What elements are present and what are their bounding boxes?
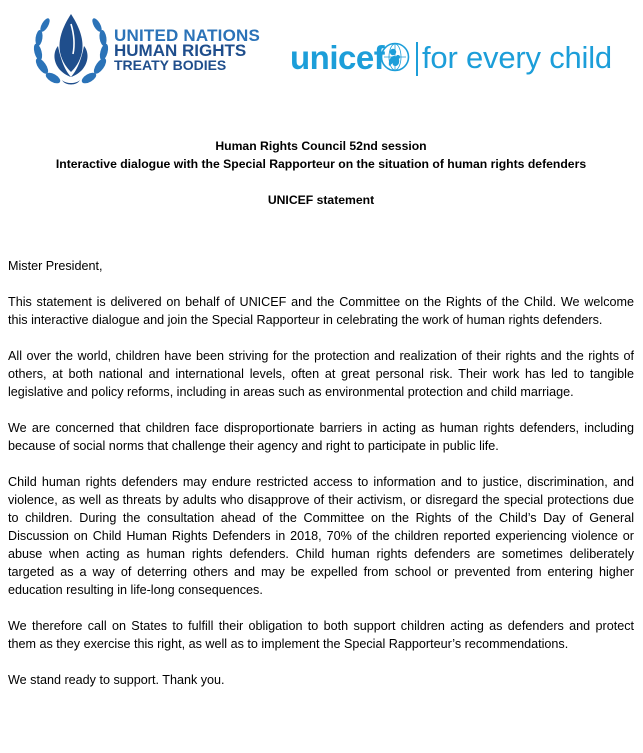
un-logo-line1: UNITED NATIONS xyxy=(114,26,261,45)
statement-document xyxy=(8,137,634,689)
un-logo-line2: HUMAN RIGHTS xyxy=(114,41,247,60)
unicef-wordmark: unicef xyxy=(290,39,385,76)
document-title xyxy=(8,137,634,173)
statement-label: UNICEF statement xyxy=(267,193,375,207)
closing-line: We stand ready to support. Thank you. xyxy=(8,673,225,687)
un-logo-line3: TREATY BODIES xyxy=(114,57,227,73)
dialogue-title: Interactive dialogue with the Special Rapporteur on the situation of human rights defenders xyxy=(55,157,587,171)
salutation: Mister President, xyxy=(8,259,103,273)
paragraph-barriers: We are concerned that children face disproportionate barriers in acting as human rights defenders, including because of social norms that challenge their agency and right to participate in public life. xyxy=(8,421,634,453)
document-header xyxy=(0,0,643,100)
paragraph-children-striving: All over the world, children have been striving for the protection and realization of their rights and the rights of others, at both national and international levels, often at great personal risk. Their work has led to tangible legislative and policy reforms, including in areas such as environmental protection and child marriage. xyxy=(8,349,634,399)
unicef-logo-divider xyxy=(416,42,418,76)
un-treaty-bodies-wordmark xyxy=(114,28,260,73)
unicef-mother-child-icon xyxy=(380,42,410,72)
un-human-rights-emblem-icon xyxy=(28,6,114,92)
paragraph-intro: This statement is delivered on behalf of UNICEF and the Committee on the Rights of the Child. We welcome this interactive dialogue and join the Special Rapporteur in celebrating the work of human rights defenders. xyxy=(8,295,634,327)
paragraph-threats: Child human rights defenders may endure restricted access to information and to justice, discrimination, and violence, as well as threats by adults who disapprove of their activism, or disregard the special protections due to children. During the consultation ahead of the Committee on the Rights of the Child’s Day of General Discussion on Child Human Rights Defenders in 2018, 70% of the children reported experiencing violence or abuse when acting as human rights defenders. Child human rights defenders are sometimes deliberately targeted as a way of deterring others and may be expelled from school or prevented from entering higher education resulting in life-long consequences. xyxy=(8,475,634,597)
paragraph-call-on-states: We therefore call on States to fulfill their obligation to both support children acting as defenders and protect them as they exercise this right, as well as to implement the Special Rapporteur’s recommendations. xyxy=(8,619,634,651)
session-title: Human Rights Council 52nd session xyxy=(215,139,427,153)
unicef-tagline: for every child xyxy=(422,40,612,75)
